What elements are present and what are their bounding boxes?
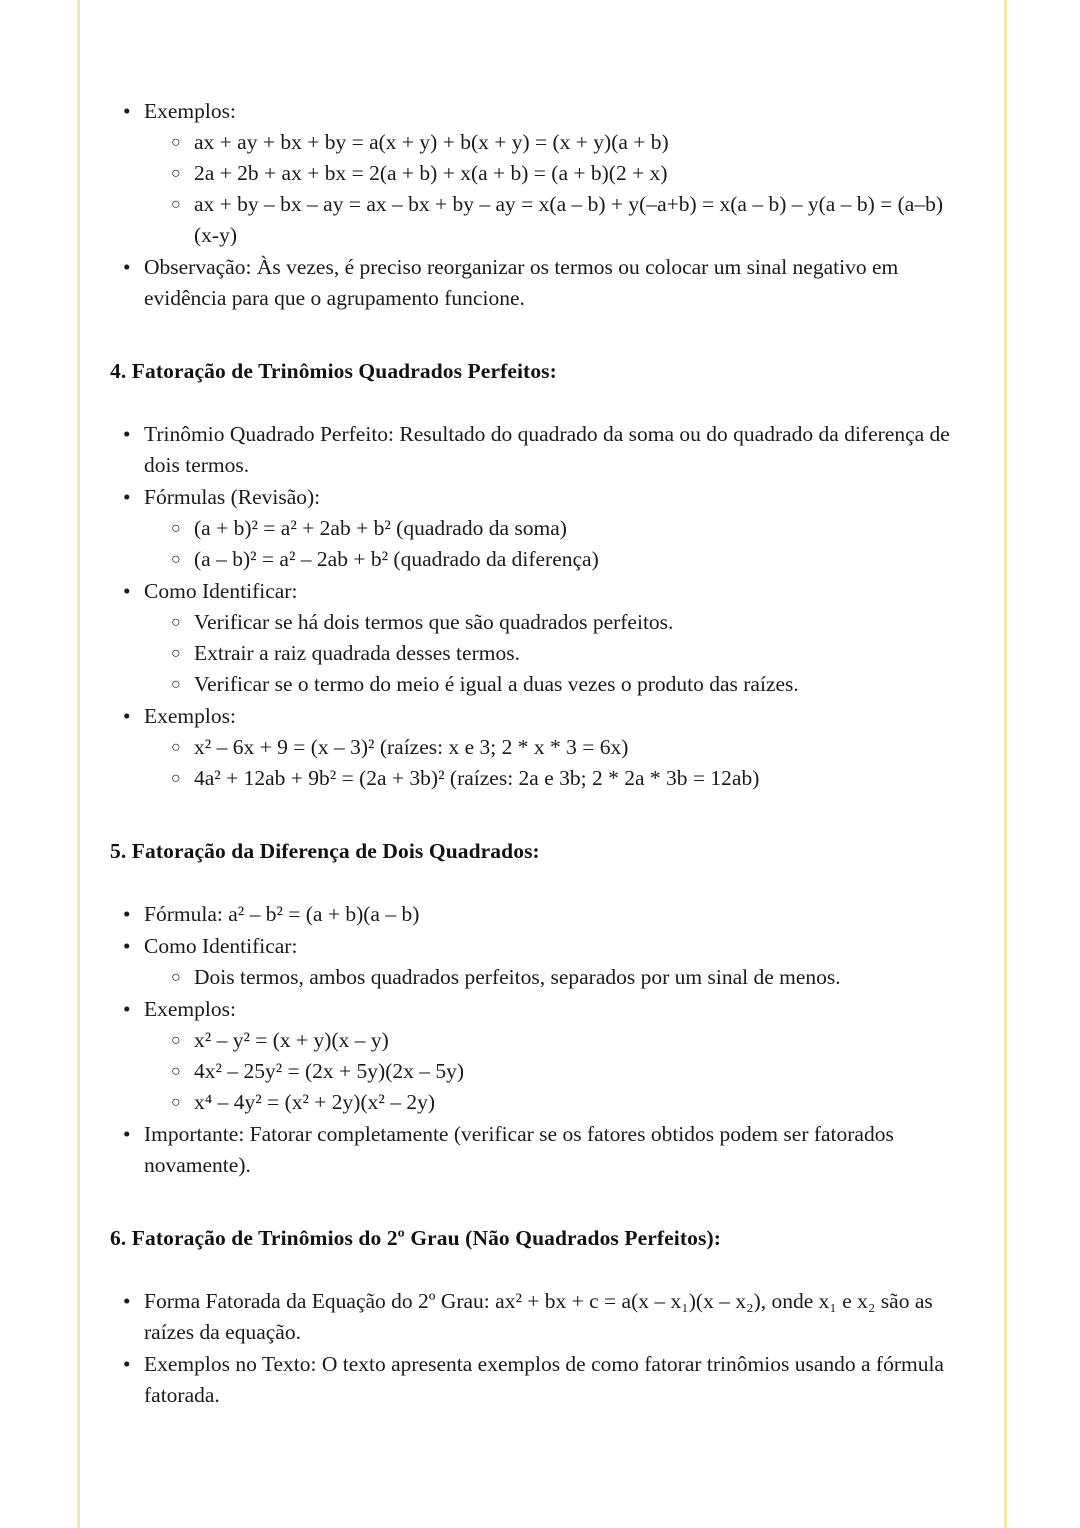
bullet-disc-icon: • — [123, 997, 131, 1021]
sub-list-item-label: ax + by – bx – ay = ax – bx + by – ay = x(a – b) + y(–a+b) = x(a – b) – y(a – b) = (a–b) (x-y) — [194, 191, 943, 247]
list-item — [110, 899, 968, 930]
sublist-wrapper — [158, 513, 968, 575]
list-item — [110, 419, 968, 481]
section-heading-block — [110, 838, 968, 866]
sub-list-item — [158, 669, 968, 700]
bullet-circle-icon: ○ — [171, 551, 181, 568]
bullet-disc-icon: • — [123, 934, 131, 959]
sub-list-item-label: x² – y² = (x + y)(x – y) — [194, 1027, 389, 1052]
bullet-circle-icon: ○ — [171, 738, 181, 756]
sub-list-item — [158, 544, 968, 575]
bullet-circle-icon: ○ — [171, 164, 181, 182]
sub-list-item-label: x² – 6x + 9 = (x – 3)² (raízes: x e 3; 2 * x * 3 = 6x) — [194, 734, 629, 759]
list-item-label: Como Identificar: — [144, 578, 298, 603]
sub-list-item — [158, 127, 968, 158]
bullet-disc-icon: • — [123, 422, 131, 447]
sub-bullet-list — [158, 607, 968, 700]
bullet-circle-icon: ○ — [171, 133, 181, 151]
list-item-label: Fórmulas (Revisão): — [144, 485, 321, 510]
sublist-wrapper — [158, 607, 968, 700]
sub-bullet-list — [158, 962, 968, 993]
list-item — [110, 252, 968, 314]
bullet-disc-icon: • — [123, 1352, 131, 1377]
section-heading-block — [110, 1225, 968, 1253]
section-heading: 6. Fatoração de Trinômios do 2º Grau (Não Quadrados Perfeitos): — [110, 1225, 721, 1250]
bullet-circle-icon: ○ — [171, 769, 181, 787]
bullet-disc-icon: • — [123, 1289, 131, 1314]
sub-bullet-list — [158, 127, 968, 251]
list-item-label: Como Identificar: — [144, 934, 298, 959]
bullet-disc-icon: • — [123, 703, 131, 728]
bullet-circle-icon: ○ — [171, 520, 181, 538]
sub-list-item-label: 2a + 2b + ax + bx = 2(a + b) + x(a + b) = (a + b)(2 + x) — [194, 160, 668, 185]
bullet-circle-icon: ○ — [171, 1093, 181, 1111]
bullet-circle-icon: ○ — [171, 195, 181, 213]
sub-bullet-list — [158, 1025, 968, 1118]
sub-list-item — [158, 158, 968, 189]
list-item-label: Exemplos: — [144, 703, 236, 728]
section-heading: 4. Fatoração de Trinômios Quadrados Perfeitos: — [110, 358, 557, 383]
sub-bullet-list — [158, 732, 968, 794]
sub-list-item-label: 4x² – 25y² = (2x + 5y)(2x – 5y) — [194, 1058, 465, 1083]
sub-list-item-label: Verificar se há dois termos que são quadrados perfeitos. — [194, 609, 674, 634]
bullet-list — [110, 1286, 968, 1411]
sub-list-item — [158, 1056, 968, 1087]
sub-list-item-label: 4a² + 12ab + 9b² = (2a + 3b)² (raízes: 2a e 3b; 2 * 2a * 3b = 12ab) — [194, 765, 760, 790]
bullet-circle-icon: ○ — [171, 644, 181, 662]
bullet-circle-icon: ○ — [171, 1062, 181, 1080]
list-item — [110, 482, 968, 575]
bullet-circle-icon: ○ — [171, 1031, 181, 1049]
bullet-disc-icon: • — [123, 902, 131, 927]
bullet-disc-icon: • — [123, 99, 131, 123]
sublist-wrapper — [158, 732, 968, 794]
bullet-circle-icon: ○ — [171, 613, 181, 631]
sub-list-item — [158, 1087, 968, 1118]
sub-list-item — [158, 1025, 968, 1056]
bullet-disc-icon: • — [123, 254, 131, 279]
list-item — [110, 576, 968, 700]
sub-list-item — [158, 763, 968, 794]
list-item — [110, 1119, 968, 1181]
list-item-label: Exemplos: — [144, 99, 236, 123]
sub-list-item — [158, 732, 968, 763]
sub-bullet-list — [158, 513, 968, 575]
section-heading-block — [110, 358, 968, 386]
document-content — [110, 96, 968, 1411]
list-item-label: Exemplos no Texto: O texto apresenta exemplos de como fatorar trinômios usando a fórmula fatorada. — [144, 1352, 944, 1408]
list-item — [110, 96, 968, 251]
list-item-label: Fórmula: a² – b² = (a + b)(a – b) — [144, 902, 420, 927]
list-item — [110, 1349, 968, 1411]
sublist-wrapper — [158, 1025, 968, 1118]
list-item — [110, 994, 968, 1118]
list-item — [110, 931, 968, 993]
list-item — [110, 1286, 968, 1348]
bullet-disc-icon: • — [123, 1121, 131, 1146]
bullet-list — [110, 96, 968, 314]
bullet-circle-icon: ○ — [171, 969, 181, 987]
sub-list-item-label: (a – b)² = a² – 2ab + b² (quadrado da diferença) — [194, 547, 599, 571]
list-item-label: Observação: Às vezes, é preciso reorganizar os termos ou colocar um sinal negativo em evidência para que o agrupamento funcione. — [144, 254, 899, 310]
sub-list-item-label: Extrair a raiz quadrada desses termos. — [194, 640, 520, 665]
sub-list-item — [158, 607, 968, 638]
sub-list-item — [158, 638, 968, 669]
sub-list-item — [158, 189, 968, 251]
sub-list-item-label: ax + ay + bx + by = a(x + y) + b(x + y) = (x + y)(a + b) — [194, 129, 669, 154]
sub-list-item — [158, 962, 968, 993]
sub-list-item-label: x⁴ – 4y² = (x² + 2y)(x² – 2y) — [194, 1089, 435, 1114]
sublist-wrapper — [158, 962, 968, 993]
bullet-list — [110, 419, 968, 793]
sub-list-item-label: (a + b)² = a² + 2ab + b² (quadrado da soma) — [194, 516, 567, 541]
sub-list-item-label: Verificar se o termo do meio é igual a duas vezes o produto das raízes. — [194, 671, 799, 696]
sublist-wrapper — [158, 127, 968, 251]
list-item-label: Forma Fatorada da Equação do 2º Grau: ax² + bx + c = a(x – x₁)(x – x₂), onde x₁ e x₂ são as raízes da equação. — [144, 1289, 933, 1345]
list-item-label: Trinômio Quadrado Perfeito: Resultado do quadrado da soma ou do quadrado da diferença de dois termos. — [144, 422, 950, 478]
bullet-disc-icon: • — [123, 578, 131, 603]
bullet-disc-icon: • — [123, 485, 131, 510]
sub-list-item — [158, 513, 968, 544]
list-item-label: Importante: Fatorar completamente (verificar se os fatores obtidos podem ser fatorados novamente). — [144, 1121, 894, 1177]
bullet-circle-icon: ○ — [171, 675, 181, 693]
bullet-list — [110, 899, 968, 1181]
list-item — [110, 701, 968, 794]
sub-list-item-label: Dois termos, ambos quadrados perfeitos, separados por um sinal de menos. — [194, 965, 841, 990]
section-heading: 5. Fatoração da Diferença de Dois Quadrados: — [110, 838, 540, 863]
list-item-label: Exemplos: — [144, 997, 236, 1021]
